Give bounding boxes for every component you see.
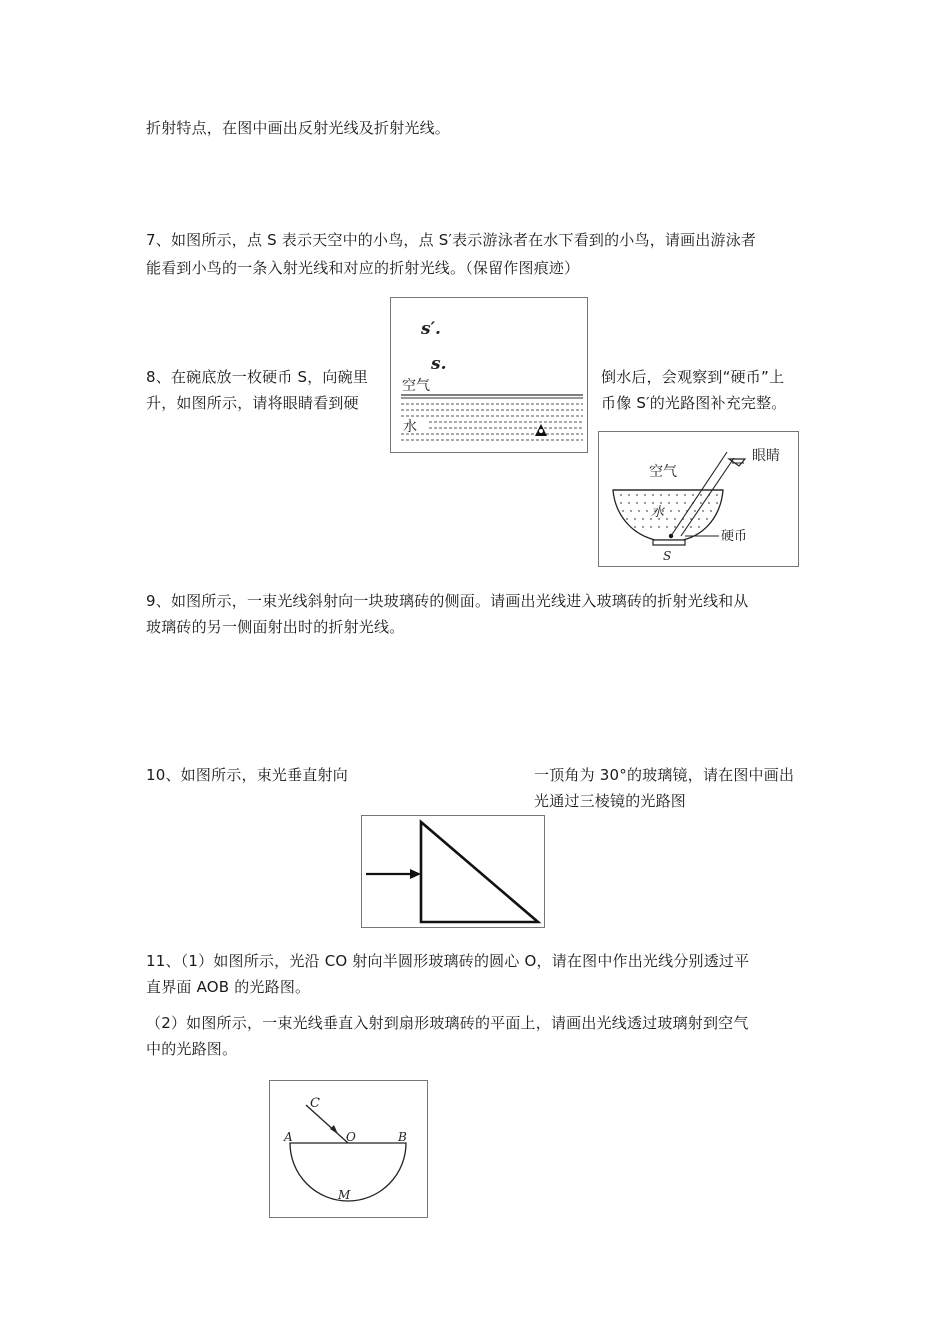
s-label: s. bbox=[431, 354, 447, 374]
water-hatching bbox=[401, 404, 583, 440]
figure-prism bbox=[361, 815, 545, 928]
air-label: 空气 bbox=[649, 464, 677, 480]
question-10-line-1-left: 10、如图所示，束光垂直射向 bbox=[146, 766, 348, 784]
figure-bowl-coin bbox=[598, 431, 799, 567]
question-8-line-1-left: 8、在碗底放一枚硬币 S，向碗里 bbox=[146, 368, 369, 386]
text-line: 折射特点，在图中画出反射光线及折射光线。 bbox=[146, 119, 451, 137]
question-7-line-1: 7、如图所示，点 S 表示天空中的小鸟，点 S′表示游泳者在水下看到的小鸟，请画出游泳者 bbox=[146, 231, 757, 249]
arrow-icon bbox=[410, 869, 421, 879]
m-label: M bbox=[338, 1188, 351, 1202]
question-8-line-2-left: 升，如图所示，请将眼睛看到硬 bbox=[146, 394, 359, 412]
c-label: C bbox=[310, 1096, 320, 1111]
question-8-line-1-right: 倒水后，会观察到“硬币”上 bbox=[601, 368, 785, 386]
question-7-line-2: 能看到小鸟的一条入射光线和对应的折射光线。（保留作图痕迹） bbox=[146, 259, 580, 277]
question-10-line-1-right: 一顶角为 30°的玻璃镜，请在图中画出 bbox=[534, 766, 795, 784]
a-label: A bbox=[284, 1130, 293, 1144]
s-label: S bbox=[663, 549, 672, 563]
eye-label: 眼睛 bbox=[752, 448, 780, 464]
question-9-line-1: 9、如图所示，一束光线斜射向一块玻璃砖的侧面。请画出光线进入玻璃砖的折射光线和从 bbox=[146, 592, 749, 610]
question-9-line-2: 玻璃砖的另一侧面射出时的折射光线。 bbox=[146, 618, 405, 636]
question-11-line-4: 中的光路图。 bbox=[146, 1040, 238, 1058]
s-prime-label: s′. bbox=[421, 319, 441, 339]
question-11-line-3: （2）如图所示，一束光线垂直入射到扇形玻璃砖的平面上，请画出光线透过玻璃射到空气 bbox=[146, 1014, 749, 1032]
question-11-line-2: 直界面 AOB 的光路图。 bbox=[146, 978, 311, 996]
question-11-line-1: 11、（1）如图所示，光沿 CO 射向半圆形玻璃砖的圆心 O，请在图中作出光线分别透过平 bbox=[146, 952, 750, 970]
arrow-icon bbox=[330, 1125, 338, 1134]
water-label: 水 bbox=[651, 505, 665, 520]
coin-label: 硬币 bbox=[721, 529, 748, 544]
bowl-foot bbox=[653, 540, 685, 545]
question-8-line-2-right: 币像 S′的光路图补充完整。 bbox=[601, 394, 787, 412]
air-label: 空气 bbox=[402, 378, 430, 394]
o-label: O bbox=[346, 1130, 356, 1144]
prism-triangle bbox=[421, 822, 538, 922]
b-label: B bbox=[398, 1130, 407, 1144]
swimmer-eye-icon bbox=[535, 424, 547, 436]
figure-bird-water bbox=[390, 297, 588, 453]
question-10-line-2-right: 光通过三棱镜的光路图 bbox=[534, 792, 687, 810]
figure-semicircle-glass bbox=[269, 1080, 428, 1218]
water-label: 水 bbox=[403, 419, 417, 435]
